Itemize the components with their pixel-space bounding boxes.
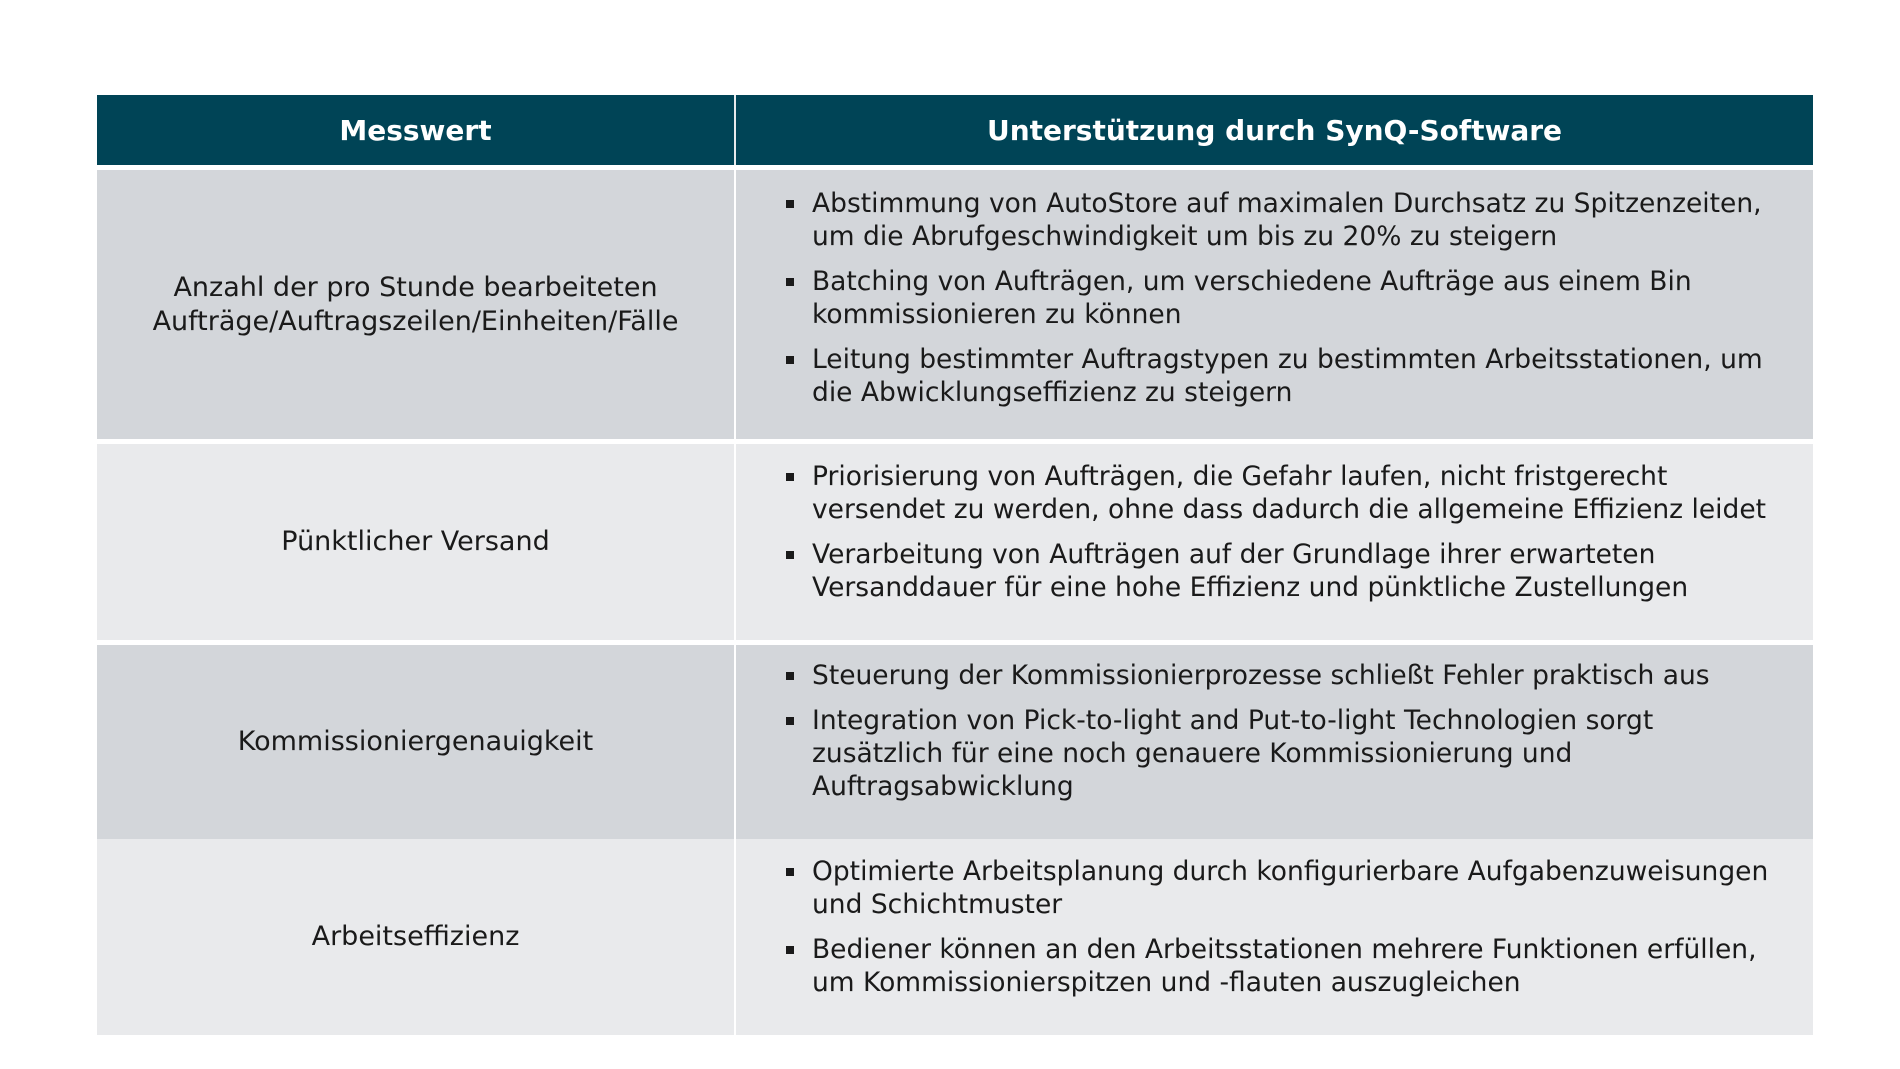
table-row [97, 839, 1813, 1035]
bullet-item [786, 343, 1783, 409]
bullet-text: Abstimmung von AutoStore auf maximalen Durchsatz zu Spitzenzeiten, um die Abrufgeschwindigkeit um bis zu 20% zu steigern [812, 188, 1762, 252]
header-support: Unterstützung durch SynQ-Software [735, 95, 1813, 168]
bullet-list [786, 659, 1783, 803]
support-cell [735, 168, 1813, 442]
bullet-item [786, 855, 1783, 921]
bullet-square-icon [786, 717, 794, 725]
bullet-square-icon [786, 200, 794, 208]
bullet-square-icon [786, 551, 794, 559]
bullet-square-icon [786, 356, 794, 364]
bullet-text: Priorisierung von Aufträgen, die Gefahr laufen, nicht fristgerecht versendet zu werden, ohne dass dadurch die allgemeine Effizienz leidet [812, 461, 1767, 525]
bullet-square-icon [786, 278, 794, 286]
bullet-list [786, 855, 1783, 999]
bullet-item [786, 538, 1783, 604]
metric-cell: Kommissioniergenauigkeit [97, 643, 735, 840]
metric-cell: Anzahl der pro Stunde bearbeiteten Aufträge/Auftragszeilen/Einheiten/Fälle [97, 168, 735, 442]
bullet-text: Optimierte Arbeitsplanung durch konfigurierbare Aufgabenzuweisungen und Schichtmuster [812, 856, 1769, 920]
header-metric: Messwert [97, 95, 735, 168]
bullet-text: Bediener können an den Arbeitsstationen mehrere Funktionen erfüllen, um Kommissionierspitzen und -flauten auszugleichen [812, 934, 1757, 998]
bullet-list [786, 460, 1783, 604]
metric-cell: Arbeitseffizienz [97, 839, 735, 1035]
metrics-table-container [97, 95, 1813, 1035]
bullet-item [786, 460, 1783, 526]
table-row [97, 643, 1813, 840]
bullet-square-icon [786, 473, 794, 481]
support-cell [735, 442, 1813, 643]
table-row [97, 168, 1813, 442]
bullet-item [786, 265, 1783, 331]
bullet-square-icon [786, 946, 794, 954]
bullet-text: Steuerung der Kommissionierprozesse schließt Fehler praktisch aus [812, 660, 1710, 691]
support-cell [735, 839, 1813, 1035]
bullet-text: Leitung bestimmter Auftragstypen zu bestimmten Arbeitsstationen, um die Abwicklungseffizienz zu steigern [812, 344, 1763, 408]
table-header-row [97, 95, 1813, 168]
support-cell [735, 643, 1813, 840]
metric-cell: Pünktlicher Versand [97, 442, 735, 643]
bullet-text: Integration von Pick-to-light and Put-to-light Technologien sorgt zusätzlich für eine noch genauere Kommissionierung und Auftragsabwicklung [812, 705, 1654, 802]
bullet-text: Batching von Aufträgen, um verschiedene Aufträge aus einem Bin kommissionieren zu können [812, 266, 1692, 330]
bullet-item [786, 187, 1783, 253]
bullet-list [786, 187, 1783, 409]
bullet-item [786, 933, 1783, 999]
bullet-text: Verarbeitung von Aufträgen auf der Grundlage ihrer erwarteten Versanddauer für eine hohe Effizienz und pünktliche Zustellungen [812, 539, 1689, 603]
metrics-table [97, 95, 1813, 1035]
table-row [97, 442, 1813, 643]
bullet-square-icon [786, 672, 794, 680]
bullet-item [786, 659, 1783, 692]
bullet-square-icon [786, 868, 794, 876]
bullet-item [786, 704, 1783, 803]
